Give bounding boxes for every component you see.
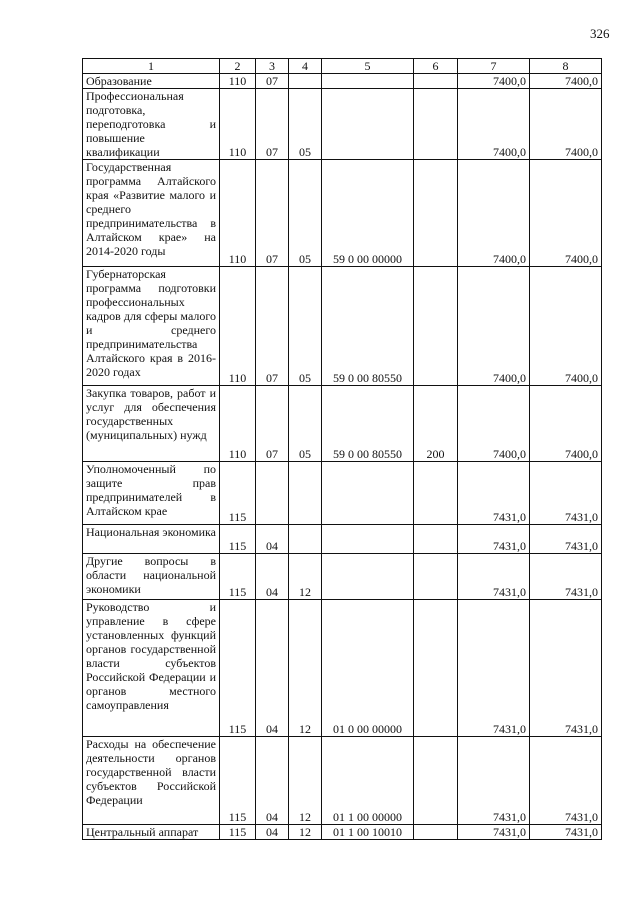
section-code-cell: 110	[220, 160, 256, 267]
column-header: 1	[83, 59, 220, 74]
amount-2019-cell: 7431,0	[458, 737, 530, 825]
row-name-cell: Центральный аппарат	[83, 825, 220, 840]
subsection-code-cell: 04	[256, 600, 289, 737]
amount-2019-cell: 7431,0	[458, 525, 530, 554]
budget-table	[82, 58, 602, 840]
target-item-code-cell: 01 0 00 00000	[322, 600, 414, 737]
sub-subsection-code-cell: 05	[289, 160, 322, 267]
target-item-code-cell	[322, 89, 414, 160]
row-name-cell: Расходы на обеспечение деятельности органов государственной власти субъектов Российской Федерации	[83, 737, 220, 825]
sub-subsection-code-cell: 12	[289, 600, 322, 737]
subsection-code-cell: 04	[256, 825, 289, 840]
sub-subsection-code-cell: 12	[289, 737, 322, 825]
sub-subsection-code-cell: 05	[289, 267, 322, 386]
expense-type-code-cell	[414, 74, 458, 89]
subsection-code-cell: 07	[256, 89, 289, 160]
subsection-code-cell	[256, 462, 289, 525]
section-code-cell: 110	[220, 89, 256, 160]
table-row	[83, 737, 602, 825]
table-row	[83, 160, 602, 267]
sub-subsection-code-cell: 12	[289, 554, 322, 600]
target-item-code-cell	[322, 462, 414, 525]
expense-type-code-cell	[414, 825, 458, 840]
column-header: 5	[322, 59, 414, 74]
section-code-cell: 115	[220, 737, 256, 825]
amount-2020-cell: 7431,0	[530, 600, 602, 737]
amount-2020-cell: 7400,0	[530, 267, 602, 386]
target-item-code-cell: 59 0 00 00000	[322, 160, 414, 267]
row-name-cell: Государственная программа Алтайского края «Развитие малого и среднего предпринимательства в Алтайском крае» на 2014-2020 годы	[83, 160, 220, 267]
table-row	[83, 554, 602, 600]
row-name-cell: Уполномоченный по защите прав предпринимателей в Алтайском крае	[83, 462, 220, 525]
amount-2020-cell: 7431,0	[530, 525, 602, 554]
expense-type-code-cell	[414, 267, 458, 386]
amount-2020-cell: 7400,0	[530, 74, 602, 89]
target-item-code-cell: 01 1 00 10010	[322, 825, 414, 840]
amount-2019-cell: 7400,0	[458, 386, 530, 462]
column-header: 7	[458, 59, 530, 74]
amount-2019-cell: 7400,0	[458, 74, 530, 89]
target-item-code-cell: 59 0 00 80550	[322, 386, 414, 462]
target-item-code-cell	[322, 74, 414, 89]
row-name-cell: Закупка товаров, работ и услуг для обеспечения государственных (муниципальных) нужд	[83, 386, 220, 462]
target-item-code-cell	[322, 554, 414, 600]
page-number: 326	[590, 26, 610, 41]
target-item-code-cell	[322, 525, 414, 554]
expense-type-code-cell	[414, 525, 458, 554]
section-code-cell: 110	[220, 267, 256, 386]
sub-subsection-code-cell: 12	[289, 825, 322, 840]
header-row	[83, 59, 602, 74]
table-row	[83, 267, 602, 386]
amount-2019-cell: 7431,0	[458, 462, 530, 525]
row-name-cell: Профессиональная подготовка, переподготовка и повышение квалификации	[83, 89, 220, 160]
amount-2019-cell: 7400,0	[458, 267, 530, 386]
table-row	[83, 825, 602, 840]
column-header: 3	[256, 59, 289, 74]
row-name-cell: Другие вопросы в области национальной экономики	[83, 554, 220, 600]
expense-type-code-cell	[414, 160, 458, 267]
column-header: 8	[530, 59, 602, 74]
table-row	[83, 462, 602, 525]
column-header: 6	[414, 59, 458, 74]
table-row	[83, 600, 602, 737]
row-name-cell: Руководство и управление в сфере установленных функций органов государственной власти субъектов Российской Федерации и органов местного самоуправления	[83, 600, 220, 737]
section-code-cell: 115	[220, 600, 256, 737]
section-code-cell: 110	[220, 74, 256, 89]
target-item-code-cell: 01 1 00 00000	[322, 737, 414, 825]
sub-subsection-code-cell: 05	[289, 89, 322, 160]
sub-subsection-code-cell	[289, 525, 322, 554]
section-code-cell: 115	[220, 825, 256, 840]
column-header: 2	[220, 59, 256, 74]
amount-2020-cell: 7431,0	[530, 462, 602, 525]
subsection-code-cell: 04	[256, 554, 289, 600]
amount-2020-cell: 7431,0	[530, 554, 602, 600]
section-code-cell: 115	[220, 462, 256, 525]
amount-2020-cell: 7400,0	[530, 386, 602, 462]
expense-type-code-cell	[414, 600, 458, 737]
section-code-cell: 110	[220, 386, 256, 462]
amount-2019-cell: 7431,0	[458, 554, 530, 600]
subsection-code-cell: 04	[256, 525, 289, 554]
amount-2019-cell: 7431,0	[458, 600, 530, 737]
sub-subsection-code-cell: 05	[289, 386, 322, 462]
amount-2019-cell: 7400,0	[458, 160, 530, 267]
table-row	[83, 89, 602, 160]
table-row	[83, 74, 602, 89]
subsection-code-cell: 04	[256, 737, 289, 825]
section-code-cell: 115	[220, 554, 256, 600]
table-row	[83, 386, 602, 462]
subsection-code-cell: 07	[256, 267, 289, 386]
sub-subsection-code-cell	[289, 462, 322, 525]
row-name-cell: Губернаторская программа подготовки профессиональных кадров для сферы малого и среднего предпринимательства Алтайского края в 2016-2020 годах	[83, 267, 220, 386]
amount-2020-cell: 7431,0	[530, 825, 602, 840]
subsection-code-cell: 07	[256, 386, 289, 462]
section-code-cell: 115	[220, 525, 256, 554]
row-name-cell: Образование	[83, 74, 220, 89]
row-name-cell: Национальная экономика	[83, 525, 220, 554]
expense-type-code-cell	[414, 737, 458, 825]
amount-2019-cell: 7431,0	[458, 825, 530, 840]
sub-subsection-code-cell	[289, 74, 322, 89]
expense-type-code-cell	[414, 89, 458, 160]
expense-type-code-cell	[414, 462, 458, 525]
amount-2020-cell: 7431,0	[530, 737, 602, 825]
expense-type-code-cell: 200	[414, 386, 458, 462]
expense-type-code-cell	[414, 554, 458, 600]
amount-2020-cell: 7400,0	[530, 160, 602, 267]
amount-2019-cell: 7400,0	[458, 89, 530, 160]
target-item-code-cell: 59 0 00 80550	[322, 267, 414, 386]
column-header: 4	[289, 59, 322, 74]
amount-2020-cell: 7400,0	[530, 89, 602, 160]
table-row	[83, 525, 602, 554]
subsection-code-cell: 07	[256, 74, 289, 89]
subsection-code-cell: 07	[256, 160, 289, 267]
